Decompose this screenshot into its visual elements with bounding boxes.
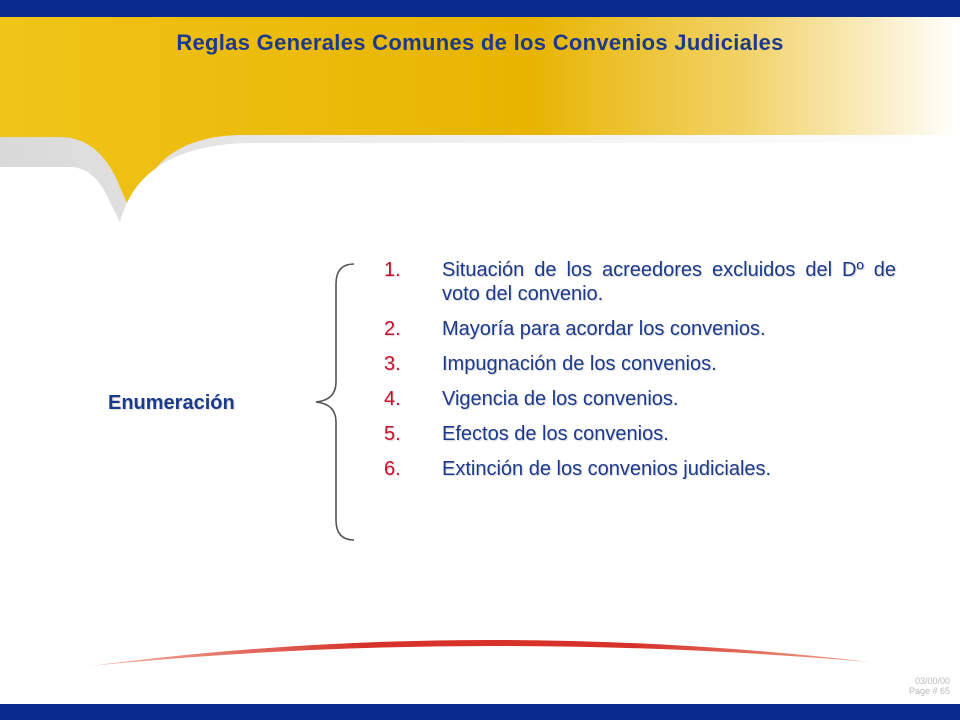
curly-brace	[310, 262, 360, 542]
item-number: 1.	[384, 259, 401, 281]
item-text: Mayoría para acordar los convenios.	[442, 318, 766, 340]
header-decoration	[0, 17, 960, 277]
item-text: Vigencia de los convenios.	[442, 388, 679, 410]
list-item	[384, 352, 896, 376]
list-item	[384, 422, 896, 446]
item-number: 3.	[384, 353, 401, 375]
list-item	[384, 258, 896, 306]
item-number: 2.	[384, 318, 401, 340]
bottom-bar	[0, 704, 960, 720]
slide-title: Reglas Generales Comunes de los Convenios Judiciales	[176, 30, 784, 55]
list-item	[384, 387, 896, 411]
item-text: Extinción de los convenios judiciales.	[442, 458, 772, 480]
footer-meta	[909, 676, 950, 696]
list-item	[384, 457, 896, 481]
item-number: 6.	[384, 458, 401, 480]
footer-date: 03/00/00	[914, 676, 950, 686]
list-item	[384, 317, 896, 341]
item-number: 4.	[384, 388, 401, 410]
rules-list	[384, 258, 896, 492]
section-label: Enumeración	[108, 392, 235, 414]
item-text: Efectos de los convenios.	[442, 423, 669, 445]
top-bar	[0, 0, 960, 17]
item-number: 5.	[384, 423, 401, 445]
item-text: Situación de los acreedores excluidos del Dº de voto del convenio.	[442, 259, 896, 305]
item-text: Impugnación de los convenios.	[442, 353, 717, 375]
page-number: Page # 65	[908, 686, 950, 696]
footer-swoosh	[90, 622, 880, 670]
